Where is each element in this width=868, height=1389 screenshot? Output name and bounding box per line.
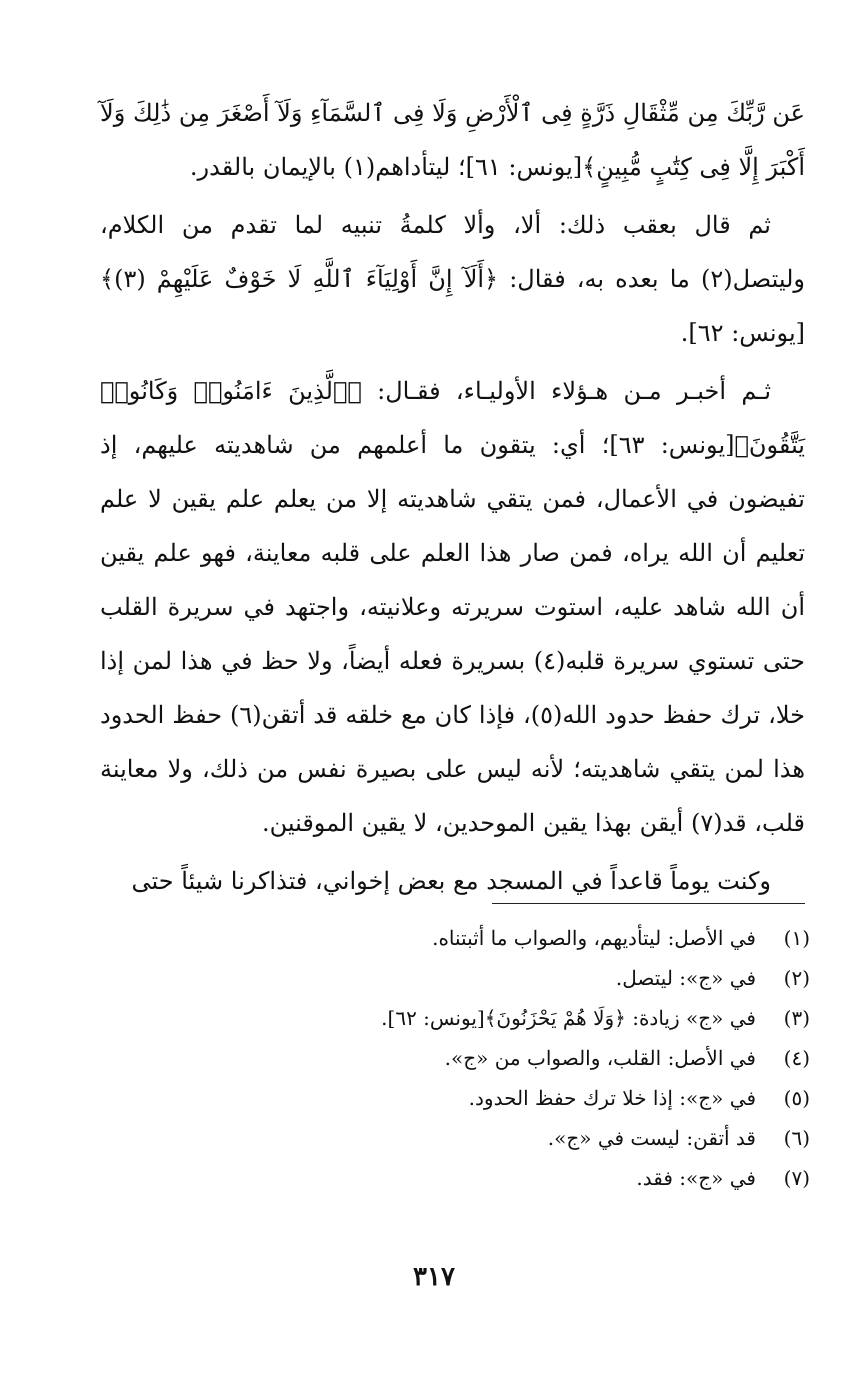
footnote-number: (٦)	[783, 1126, 810, 1150]
footnote-number: (٢)	[783, 966, 810, 990]
paragraph-4: وكنت يوماً قاعداً في المسجد مع بعض إخواني، فتذاكرنا شيئاً حتى	[131, 867, 771, 895]
footnote-text: قد أتقن: ليست في «ج».	[547, 1126, 756, 1150]
footnote-number: (٥)	[783, 1086, 810, 1110]
footnote-5	[120, 1078, 810, 1118]
paragraph-3: ثـم أخبـر مـن هـؤلاء الأوليـاء، فقـال: ﴿ٱلَّذِينَ ءَامَنُوا۟ وَكَانُوا۟ يَتَّقُونَ﴾[يونس: ٦٣]؛ أي: يتقون ما أعلمهم من شاهديته عليهم، إذ تفيضون في الأعمال، فمن يتقي شاهديته إلا من يعلم علم يقين لا علم تعليم أن الله يراه، فمن صار هذا العلم على قلبه معاينة، فهو علم يقين أن الله شاهد عليه، استوت سريرته وعلانيته، واجتهد في سريرة القلب حتى تستوي سريرة قلبه(٤) بسريرة فعله أيضاً، ولا حظ في هذا لمن إذا خلا، ترك حفظ حدود الله(٥)، فإذا كان مع خلقه قد أتقن(٦) حفظ الحدود هذا لمن يتقي شاهديته؛ لأنه ليس على بصيرة نفس من ذلك، ولا معاينة قلب، قد(٧) أيقن بهذا يقين الموحدين، لا يقين الموقنين.	[100, 377, 806, 837]
page-number: ٣١٧	[413, 1262, 455, 1292]
footnote-text: في الأصل: ليتأديهم، والصواب ما أثبتناه.	[432, 926, 756, 950]
footnote-text: في «ج» زيادة: ﴿وَلَا هُمْ يَحْزَنُونَ﴾[يونس: ٦٢].	[381, 1006, 756, 1030]
footnote-7	[120, 1158, 810, 1198]
footnote-6	[120, 1118, 810, 1158]
footnote-4	[120, 1038, 810, 1078]
footnote-text: في «ج»: فقد.	[636, 1166, 756, 1190]
footnote-number: (٤)	[783, 1046, 810, 1070]
footnote-text: في «ج»: إذا خلا ترك حفظ الحدود.	[468, 1086, 756, 1110]
paragraph-1: عَن رَّبِّكَ مِن مِّثْقَالِ ذَرَّةٍ فِى ٱلْأَرْضِ وَلَا فِى ٱلسَّمَآءِ وَلَآ أَصْغَرَ مِن ذَٰلِكَ وَلَآ أَكْبَرَ إِلَّا فِى كِتَٰبٍ مُّبِينٍ﴾[يونس: ٦١]؛ ليتأداهم(١) بالإيمان بالقدر.	[100, 99, 805, 181]
footnote-text: في «ج»: ليتصل.	[615, 966, 756, 990]
footnotes	[120, 918, 810, 1198]
footnote-number: (٣)	[783, 1006, 810, 1030]
main-text	[100, 86, 805, 912]
footnote-1	[120, 918, 810, 958]
footnote-text: في الأصل: القلب، والصواب من «ج».	[444, 1046, 756, 1070]
footnote-number: (١)	[783, 926, 810, 950]
footnote-3	[120, 998, 810, 1038]
footnote-number: (٧)	[783, 1166, 810, 1190]
footnote-2	[120, 958, 810, 998]
paragraph-2: ثم قال بعقب ذلك: ألا، وألا كلمةُ تنبيه لما تقدم من الكلام، وليتصل(٢) ما بعده به، فقال: ﴿أَلَآ إِنَّ أَوْلِيَآءَ ٱللَّهِ لَا خَوْفٌ عَلَيْهِمْ (٣)﴾[يونس: ٦٢].	[100, 211, 805, 347]
footnote-separator	[492, 903, 805, 904]
